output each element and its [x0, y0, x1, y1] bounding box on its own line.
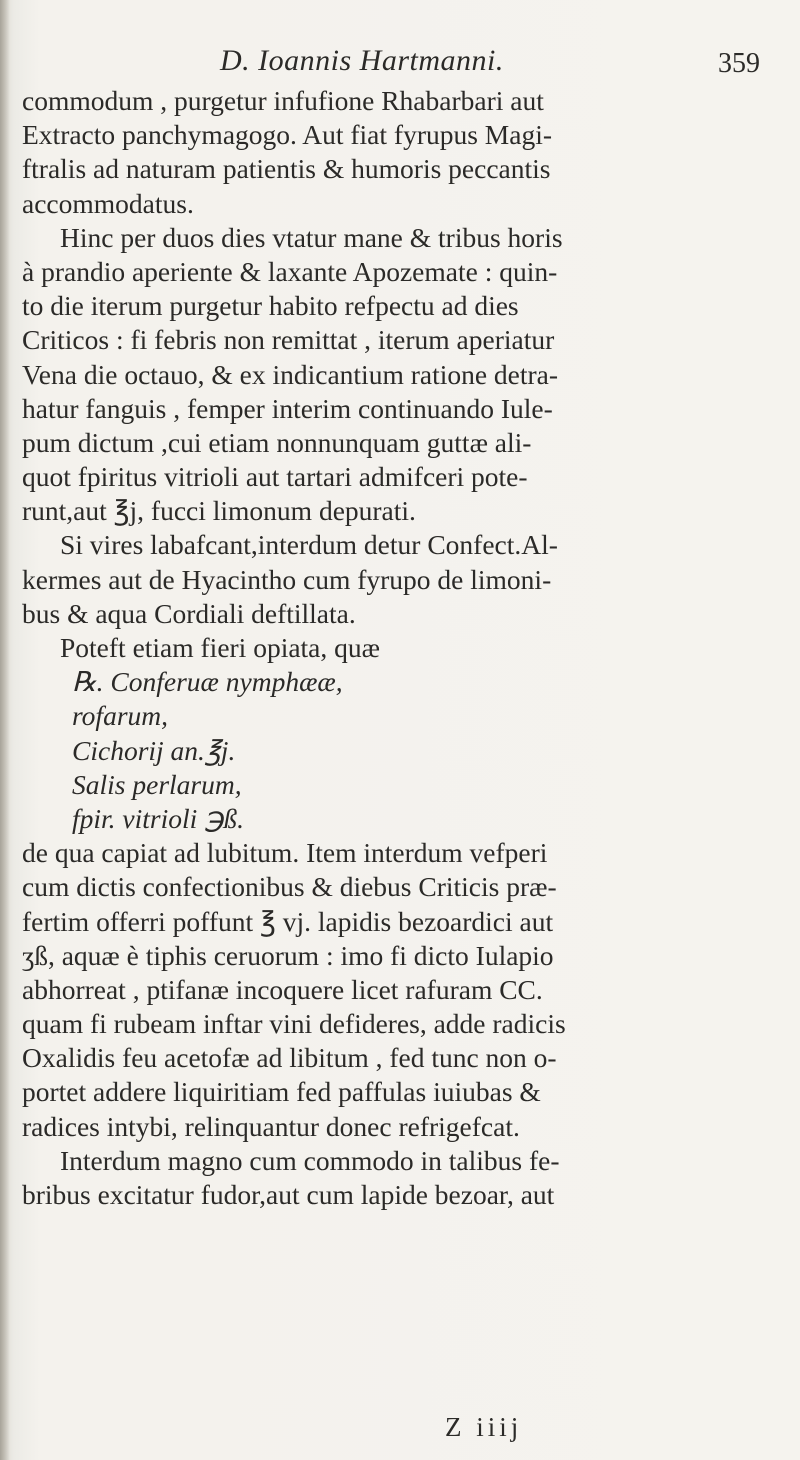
text-line: Extracto panchymagogo. Aut fiat fyrupus Magi- — [22, 119, 553, 151]
text-line: commodum , purgetur infufione Rhabarbari aut — [22, 85, 544, 116]
text-line: Interdum magno cum commodo in talibus fe- — [60, 1144, 560, 1176]
text-line: Vena die octauo, & ex indicantium ratione detra- — [22, 358, 559, 390]
recipe-line: Salis perlarum, — [72, 768, 242, 800]
text-line: cum dictis confectionibus & diebus Criticis præ- — [22, 871, 557, 903]
text-line: portet addere liquiritiam fed paffulas iuiubas & — [22, 1076, 541, 1108]
body-text — [22, 84, 772, 1212]
recipe-line: Cichorij an.℥j. — [72, 734, 236, 766]
text-line: runt,aut ℥j, fucci limonum depurati. — [22, 495, 416, 527]
recipe-line: ℞. Conferuæ nymphææ, — [72, 666, 343, 698]
page-number: 359 — [718, 48, 760, 79]
text-line: kermes aut de Hyacintho cum fyrupo de limoni- — [22, 563, 552, 595]
text-line: bus & aqua Cordiali deftillata. — [22, 597, 356, 629]
text-line: Poteft etiam fieri opiata, quæ — [60, 632, 380, 663]
running-head: D. Ioannis Hartmanni. — [220, 44, 504, 77]
recipe-line: rofarum, — [72, 700, 169, 732]
signature-mark: Z iiij — [445, 1412, 523, 1442]
text-line: de qua capiat ad lubitum. Item interdum vefperi — [22, 837, 548, 869]
text-line: ʒß, aquæ è tiphis ceruorum : imo fi dicto Iulapio — [22, 939, 554, 971]
text-line: radices intybi, relinquantur donec refrigefcat. — [22, 1110, 520, 1142]
text-line: Oxalidis feu acetofæ ad libitum , fed tunc non o- — [22, 1042, 557, 1074]
text-line: hatur fanguis , femper interim continuando Iule- — [22, 392, 553, 424]
page-header — [60, 44, 760, 84]
text-line: à prandio aperiente & laxante Apozemate : quin- — [22, 255, 558, 287]
text-line: bribus excitatur fudor,aut cum lapide bezoar, aut — [22, 1179, 555, 1210]
text-line: fertim offerri poffunt ℥ vj. lapidis bezoardici aut — [22, 905, 554, 937]
text-line: ftralis ad naturam patientis & humoris peccantis — [22, 153, 551, 185]
text-line: Criticos : fi febris non remittat , iterum aperiatur — [22, 324, 555, 356]
text-line: abhorreat , ptifanæ incoquere licet rafuram CC. — [22, 973, 543, 1005]
gutter-shadow — [0, 0, 10, 1460]
text-line: Si vires labafcant,interdum detur Confect.Al- — [60, 529, 558, 561]
text-line: Hinc per duos dies vtatur mane & tribus horis — [60, 221, 563, 253]
text-line: quam fi rubeam inftar vini defideres, adde radicis — [22, 1008, 566, 1040]
text-line: quot fpiritus vitrioli aut tartari admifceri pote- — [22, 461, 528, 493]
text-line: pum dictum ,cui etiam nonnunquam guttæ ali- — [22, 426, 532, 458]
text-line: to die iterum purgetur habito refpectu ad dies — [22, 290, 519, 322]
recipe-line: fpir. vitrioli ℈ß. — [72, 802, 244, 834]
text-line: accommodatus. — [22, 187, 194, 219]
